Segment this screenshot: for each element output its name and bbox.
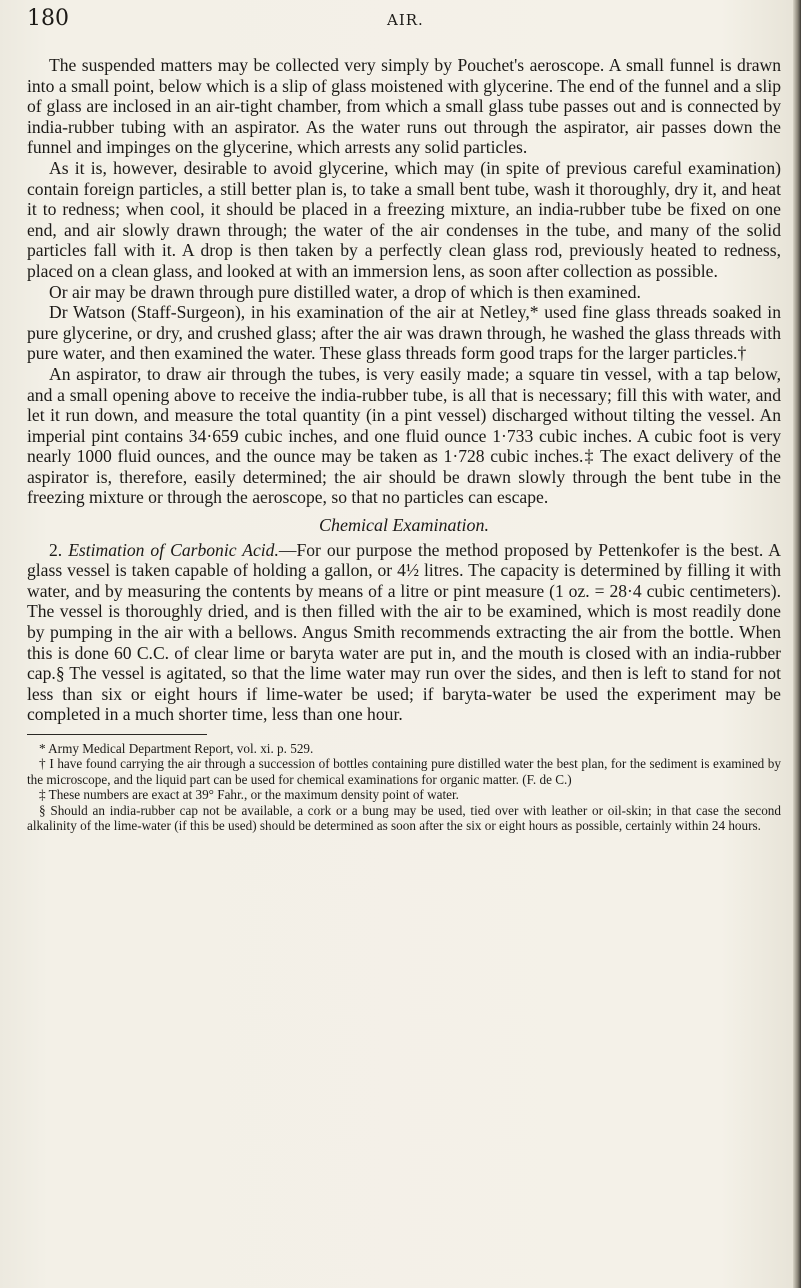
page-edge-shadow [793, 0, 801, 1288]
footnotes [27, 741, 781, 833]
section-heading: Chemical Examination. [319, 515, 489, 536]
footnote-rule [27, 734, 207, 735]
running-head: AIR. [387, 11, 424, 29]
paragraph-aspirator: An aspirator, to draw air through the tubes, is very easily made; a square tin vessel, with a tap below, and a small opening above to receive the india-rubber tube, is all that is necessary; fill this with water, and let it run down, and measure the total quantity (in a pint vessel) discharged without tilting the vessel. An imperial pint contains 34·659 cubic inches, and one fluid ounce 1·733 cubic inches. A cubic foot is very nearly 1000 fluid ounces, and the ounce may be taken as 1·728 cubic inches.‡ The exact delivery of the aspirator is, therefore, easily determined; the air should be drawn slowly through the bent tube in the freezing mixture or through the aeroscope, so that no particles can escape. [27, 363, 781, 508]
paragraph-carbonic-acid-text: —For our purpose the method proposed by Pettenkofer is the best. A glass vessel is taken capable of holding a gallon, or 4½ litres. The capacity is determined by filling it with water, and by measuring the contents by means of a litre or pint measure (1 oz. = 28·4 cubic centimeters). The vessel is thoroughly dried, and is then filled with the air to be examined, which is most readily done by pumping in the air with a bellows. Angus Smith recommends extracting the air from the bottle. When this is done 60 C.C. of clear lime or baryta water are put in, and the mouth is closed with an india-rubber cap.§ The vessel is agitated, so that the lime water may run over the sides, and then is left to stand for not less than six or eight hours if lime-water be used; if baryta-water be used the experiment may be completed in a much shorter time, less than one hour. [27, 539, 782, 725]
item-number: 2. [49, 539, 69, 560]
paragraph-carbonic-acid [27, 540, 781, 725]
paragraph-aeroscope: The suspended matters may be collected very simply by Pouchet's aeroscope. A small funnel is drawn into a small point, below which is a slip of glass moistened with glycerine. The end of the funnel and a slip of glass are inclosed in an air-tight chamber, from which a small glass tube passes out and is connected by india-rubber tubing with an aspirator. As the water runs out through the aspirator, air passes down the funnel and impinges on the glycerine, which arrests any solid particles. [27, 55, 781, 158]
paragraph-bent-tube: As it is, however, desirable to avoid glycerine, which may (in spite of previous careful examination) contain foreign particles, a still better plan is, to take a small bent tube, wash it thoroughly, dry it, and heat it to redness; when cool, it should be placed in a freezing mixture, an india-rubber tube be fixed on one end, and air slowly drawn through; the water of the air condenses in the tube, and many of the solid particles fall with it. A drop is then taken by a perfectly clean glass rod, previously heated to redness, placed on a clean glass, and looked at with an immersion lens, as soon after collection as possible. [27, 157, 781, 281]
page-number: 180 [27, 6, 69, 31]
page-header [27, 6, 772, 40]
subheading-carbonic-acid: Estimation of Carbonic Acid. [68, 539, 279, 560]
footnote-1: * Army Medical Department Report, vol. xi. p. 529. [39, 741, 314, 756]
page-body [27, 55, 781, 833]
paragraph-distilled-water: Or air may be drawn through pure distilled water, a drop of which is then examined. [49, 281, 641, 302]
footnote-4: § Should an india-rubber cap not be available, a cork or a bung may be used, tied over with leather or oil-skin; in that case the second alkalinity of the lime-water (if this be used) should be determined as soon after the six or eight hours as possible, certainly within 24 hours. [27, 802, 781, 834]
footnote-2: † I have found carrying the air through a succession of bottles containing pure distilled water the best plan, for the sediment is examined by the microscope, and the liquid part can be used for chemical examinations for organic matter. (F. de C.) [27, 756, 781, 787]
paragraph-dr-watson: Dr Watson (Staff-Surgeon), in his examination of the air at Netley,* used fine glass threads soaked in pure glycerine, or dry, and crushed glass; after the air was drawn through, he washed the glass threads with pure water, and then examined the water. These glass threads form good traps for the larger particles.† [27, 302, 781, 364]
footnote-3: ‡ These numbers are exact at 39° Fahr., or the maximum density point of water. [39, 787, 459, 803]
